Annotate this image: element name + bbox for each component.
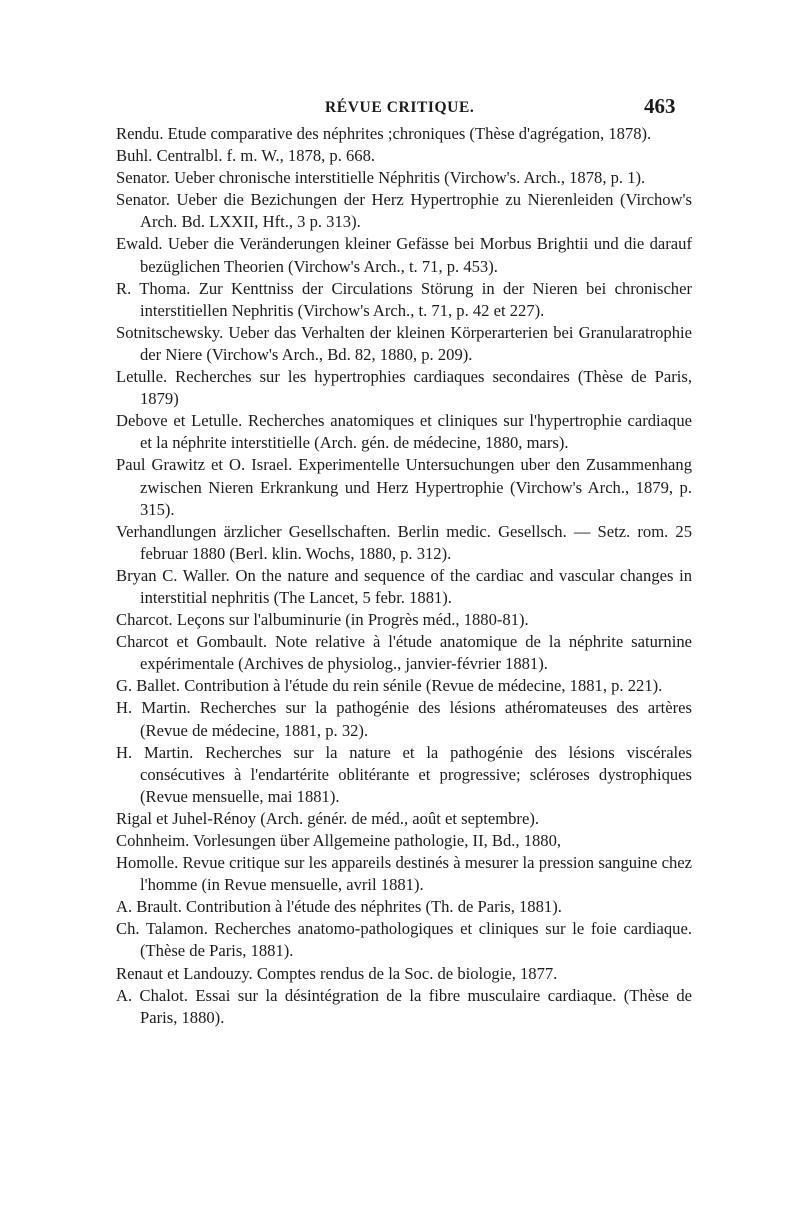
reference-entry: Buhl. Centralbl. f. m. W., 1878, p. 668. [116,146,376,166]
reference-entry: Letulle. Recherches sur les hypertrophies cardiaques secondaires (Thèse de Paris, 1879) [116,367,692,409]
reference-entry: Paul Grawitz et O. Israel. Experimentelle Untersuchungen uber den Zusammenhang zwischen Nieren Erkrankung und Herz Hypertrophie (Virchow's Arch., 1879, p. 315). [116,455,692,519]
reference-entry: Verhandlungen ärzlicher Gesellschaften. Berlin medic. Gesellsch. — Setz. rom. 25 februar 1880 (Berl. klin. Wochs, 1880, p. 312). [116,521,692,563]
reference-list [116,123,692,1029]
reference-entry: Rigal et Juhel-Rénoy (Arch. génér. de méd., août et septembre). [116,808,540,828]
reference-entry: H. Martin. Recherches sur la pathogénie des lésions athéromateuses des artères (Revue de médecine, 1881, p. 32). [116,698,692,740]
reference-entry: Homolle. Revue critique sur les appareils destinés à mesurer la pression sanguine chez l'homme (in Revue mensuelle, avril 1881). [116,853,692,895]
reference-entry: H. Martin. Recherches sur la nature et la pathogénie des lésions viscérales consécutives à l'endartérite oblitérante et progressive; scléroses dystrophiques (Revue mensuelle, mai 1881). [116,742,692,806]
reference-entry: Ewald. Ueber die Veränderungen kleiner Gefässe bei Morbus Brightii und die darauf bezüglichen Theorien (Virchow's Arch., t. 71, p. 453). [116,234,692,276]
reference-entry: Cohnheim. Vorlesungen über Allgemeine pathologie, II, Bd., 1880, [116,831,562,850]
reference-entry: Senator. Ueber chronische interstitielle Néphritis (Virchow's. Arch., 1878, p. 1). [116,168,646,188]
running-title: RÉVUE CRITIQUE. [325,99,475,116]
reference-entry: Debove et Letulle. Recherches anatomiques et cliniques sur l'hypertrophie cardiaque et la néphrite interstitielle (Arch. gén. de médecine, 1880, mars). [116,411,692,453]
reference-entry: Ch. Talamon. Recherches anatomo-pathologiques et cliniques sur le foie cardiaque. (Thèse de Paris, 1881). [116,919,692,961]
reference-entry: Bryan C. Waller. On the nature and sequence of the cardiac and vascular changes in interstitial nephritis (The Lancet, 5 febr. 1881). [116,565,692,607]
reference-entry: A. Brault. Contribution à l'étude des néphrites (Th. de Paris, 1881). [116,897,562,917]
reference-entry: Senator. Ueber die Bezichungen der Herz Hypertrophie zu Nierenleiden (Virchow's Arch. Bd. LXXII, Hft., 3 p. 313). [116,190,692,232]
reference-entry: Charcot. Leçons sur l'albuminurie (in Progrès méd., 1880-81). [116,610,529,630]
reference-entry: Renaut et Landouzy. Comptes rendus de la Soc. de biologie, 1877. [116,963,558,983]
reference-entry: R. Thoma. Zur Kenttniss der Circulations Störung in der Nieren bei chronischer interstitiellen Nephritis (Virchow's Arch., t. 71, p. 42 et 227). [116,278,692,320]
reference-entry: A. Chalot. Essai sur la désintégration de la fibre musculaire cardiaque. (Thèse de Paris, 1880). [116,985,692,1027]
reference-entry: Charcot et Gombault. Note relative à l'étude anatomique de la néphrite saturnine expérimentale (Archives de physiolog., janvier-février 1881). [116,632,692,674]
reference-entry: Rendu. Etude comparative des néphrites ;chroniques (Thèse d'agrégation, 1878). [116,124,652,143]
page-number: 463 [644,94,676,118]
reference-entry: Sotnitschewsky. Ueber das Verhalten der kleinen Körperarterien bei Granularatrophie der Niere (Virchow's Arch., Bd. 82, 1880, p. 209). [116,322,692,364]
reference-entry: G. Ballet. Contribution à l'étude du rein sénile (Revue de médecine, 1881, p. 221). [116,676,663,696]
